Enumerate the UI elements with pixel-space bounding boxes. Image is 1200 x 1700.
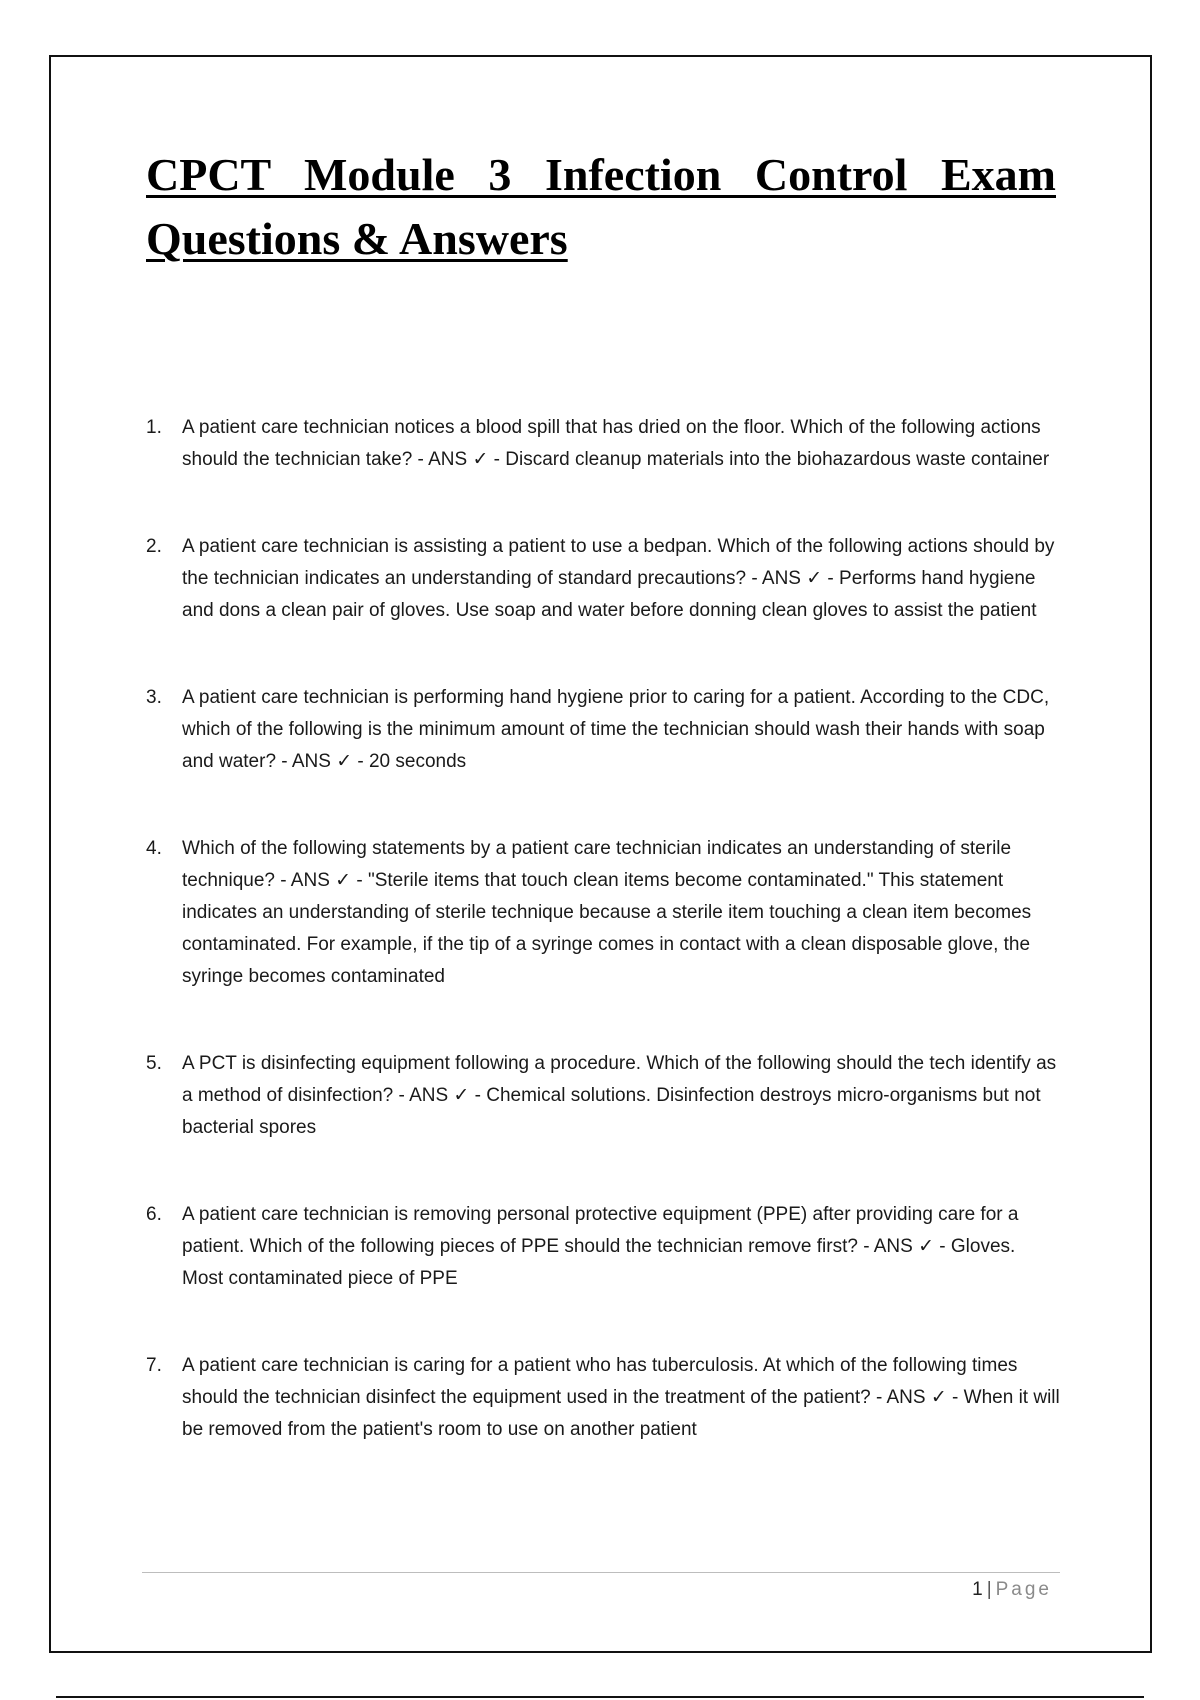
bottom-divider: [56, 1696, 1144, 1698]
question-text: A PCT is disinfecting equipment following a procedure. Which of the following should the tech identify as a method of disinfection? - ANS ✓ - Chemical solutions. Disinfection destroys micro-organisms but not bacterial spores: [182, 1053, 1057, 1138]
question-text: A patient care technician notices a blood spill that has dried on the floor. Which of the following actions should the technician take? - ANS ✓ - Discard cleanup materials into the biohazardous waste container: [182, 417, 1050, 470]
question-number: 2.: [146, 536, 162, 557]
question-text: A patient care technician is caring for a patient who has tuberculosis. At which of the following times should the technician disinfect the equipment used in the treatment of the patient? - ANS ✓ - When it will be removed from the patient's room to use on another patient: [182, 1355, 1060, 1440]
question-number: 4.: [146, 838, 162, 859]
question-item: [140, 531, 1060, 627]
page-label: Page: [995, 1579, 1052, 1600]
question-item: [140, 412, 1060, 476]
document-title: CPCT Module 3 Infection Control Exam Questions & Answers: [146, 149, 1056, 264]
question-item: [140, 682, 1060, 778]
question-text: A patient care technician is performing hand hygiene prior to caring for a patient. According to the CDC, which of the following is the minimum amount of time the technician should wash their hands with soap and water? - ANS ✓ - 20 seconds: [182, 687, 1050, 772]
question-item: [140, 1048, 1060, 1144]
page-number: 1: [972, 1579, 983, 1600]
page-separator: |: [986, 1579, 992, 1600]
question-number: 1.: [146, 417, 162, 438]
question-item: [140, 833, 1060, 993]
question-text: A patient care technician is assisting a patient to use a bedpan. Which of the following actions should by the technician indicates an understanding of standard precautions? - ANS ✓ - Performs hand hygiene and dons a clean pair of gloves. Use soap and water before donning clean gloves to assist the patient: [182, 536, 1055, 621]
question-number: 7.: [146, 1355, 162, 1376]
question-number: 3.: [146, 687, 162, 708]
page-footer: [972, 1578, 1052, 1602]
question-text: A patient care technician is removing personal protective equipment (PPE) after providing care for a patient. Which of the following pieces of PPE should the technician remove first? - ANS ✓ - Gloves. Most contaminated piece of PPE: [182, 1204, 1019, 1289]
question-text: Which of the following statements by a patient care technician indicates an understanding of sterile technique? - ANS ✓ - "Sterile items that touch clean items become contaminated." This statement indicates an understanding of sterile technique because a sterile item touching a clean item becomes contaminated. For example, if the tip of a syringe comes in contact with a clean disposable glove, the syringe becomes contaminated: [182, 838, 1032, 987]
question-list: [140, 412, 1060, 1501]
footer-divider: [142, 1572, 1060, 1573]
question-item: [140, 1199, 1060, 1295]
question-item: [140, 1350, 1060, 1446]
question-number: 6.: [146, 1204, 162, 1225]
question-number: 5.: [146, 1053, 162, 1074]
